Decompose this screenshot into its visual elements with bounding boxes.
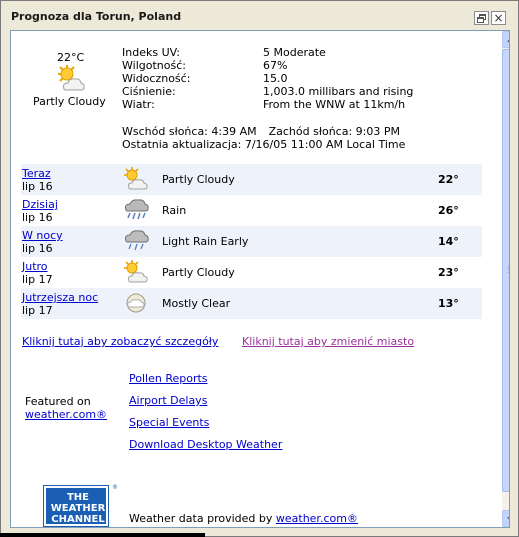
forecast-condition: Partly Cloudy <box>162 173 235 186</box>
light-rain-icon <box>122 228 150 254</box>
forecast-condition: Mostly Clear <box>162 297 231 310</box>
rain-icon <box>122 197 150 223</box>
bottom-edge <box>0 533 205 537</box>
sunrise-value: 4:39 AM <box>211 125 257 138</box>
forecast-row <box>21 257 482 288</box>
forecast-row <box>21 195 482 226</box>
sun-times <box>122 125 400 138</box>
forecast-day-link[interactable]: Jutrzejsza noc <box>22 291 99 304</box>
scroll-down-button[interactable] <box>502 510 510 527</box>
detail-label: Ciśnienie: <box>122 85 176 98</box>
forecast-date: lip 16 <box>22 180 53 193</box>
forecast-date: lip 17 <box>22 273 53 286</box>
forecast-temp: 26° <box>438 204 459 217</box>
current-temperature: 22°C <box>57 51 85 64</box>
featured-on <box>25 395 107 421</box>
forecast-day-link[interactable]: Dzisiaj <box>22 198 58 211</box>
updated-label: Ostatnia aktualizacja: <box>122 138 242 151</box>
provider-link[interactable]: weather.com® <box>275 512 358 525</box>
partly-cloudy-icon <box>55 63 87 95</box>
content-panel <box>10 30 510 528</box>
forecast-temp: 22° <box>438 173 459 186</box>
data-provider <box>129 512 358 525</box>
detail-value: 1,003.0 millibars and rising <box>263 85 414 98</box>
airport-delays-link[interactable]: Airport Delays <box>129 394 208 407</box>
forecast-temp: 23° <box>438 266 459 279</box>
detail-value: 67% <box>263 59 288 72</box>
forecast-condition: Light Rain Early <box>162 235 249 248</box>
detail-value: 5 Moderate <box>263 46 326 59</box>
featured-label: Featured on <box>25 395 91 408</box>
vertical-scrollbar[interactable] <box>502 31 510 527</box>
window-title: Prognoza dla Torun, Poland <box>11 10 182 23</box>
forecast-day-link[interactable]: W nocy <box>22 229 63 242</box>
partly-cloudy-icon <box>122 259 150 285</box>
special-events-link[interactable]: Special Events <box>129 416 210 429</box>
download-desktop-weather-link[interactable]: Download Desktop Weather <box>129 438 283 451</box>
forecast-table <box>21 164 482 319</box>
title-bar <box>2 2 518 30</box>
detail-label: Widoczność: <box>122 72 191 85</box>
extra-links <box>129 372 282 460</box>
forecast-condition: Partly Cloudy <box>162 266 235 279</box>
forecast-date: lip 17 <box>22 304 53 317</box>
provider-text: Weather data provided by <box>129 512 273 525</box>
sunset-label: Zachód słońca: <box>268 125 353 138</box>
forecast-day-link[interactable]: Teraz <box>22 167 51 180</box>
forecast-row <box>21 288 482 319</box>
scroll-thumb[interactable] <box>502 49 510 492</box>
restore-icon[interactable] <box>474 11 489 25</box>
forecast-temp: 14° <box>438 235 459 248</box>
forecast-date: lip 16 <box>22 242 53 255</box>
detail-label: Wilgotność: <box>122 59 186 72</box>
details-link[interactable]: Kliknij tutaj aby zobaczyć szczegóły <box>22 335 219 348</box>
forecast-date: lip 16 <box>22 211 53 224</box>
updated-value: 7/16/05 11:00 AM Local Time <box>244 138 406 151</box>
partly-cloudy-icon <box>122 166 150 192</box>
pollen-reports-link[interactable]: Pollen Reports <box>129 372 208 385</box>
mostly-clear-icon <box>122 290 150 316</box>
last-updated <box>122 138 405 151</box>
close-icon[interactable]: × <box>491 11 506 25</box>
weather-channel-logo[interactable]: THE WEATHER CHANNEL ® <box>44 486 108 526</box>
forecast-condition: Rain <box>162 204 187 217</box>
detail-value: 15.0 <box>263 72 288 85</box>
forecast-row <box>21 164 482 195</box>
detail-value: From the WNW at 11km/h <box>263 98 406 111</box>
featured-weather-link[interactable]: weather.com® <box>25 408 108 421</box>
sunset-value: 9:03 PM <box>355 125 400 138</box>
scroll-up-button[interactable] <box>502 31 510 48</box>
detail-label: Wiatr: <box>122 98 155 111</box>
forecast-row <box>21 226 482 257</box>
change-city-link[interactable]: Kliknij tutaj aby zmienić miasto <box>242 335 415 348</box>
detail-label: Indeks UV: <box>122 46 180 59</box>
sunrise-label: Wschód słońca: <box>122 125 208 138</box>
forecast-temp: 13° <box>438 297 459 310</box>
forecast-day-link[interactable]: Jutro <box>22 260 48 273</box>
current-condition: Partly Cloudy <box>33 95 106 108</box>
